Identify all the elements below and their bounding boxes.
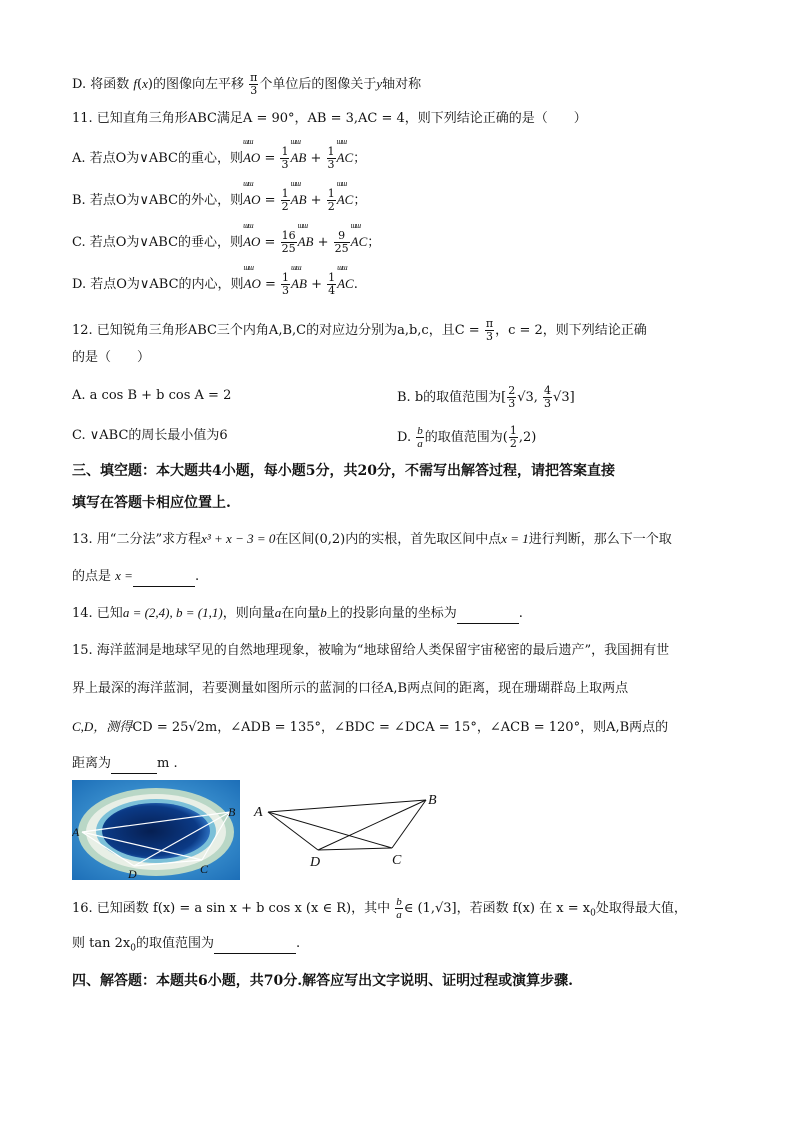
section-4-heading: 四、解答题：本题共6小题，共70分.解答应写出文字说明、证明过程或演算步骤. — [72, 973, 573, 989]
q11-option-b: B. 若点O为∨ABC的外心，则 ɯɯ AO = $\frac{1}{2}$ ɯɯ AB + $\frac{1}{2}$ ɯɯ AC； — [72, 179, 367, 213]
label-b: B — [428, 793, 437, 808]
q12-option-d: D. $\frac{b}{a}$ 的取值范围为( $\frac{1}{2}$ ,2) — [397, 424, 537, 450]
answer-blank[interactable] — [133, 568, 195, 587]
q11-stem: 11. 已知直角三角形ABC满足A = 90°，AB = 3,AC = 4，则下列结论正确的是（ ） — [72, 111, 587, 126]
fraction: $\frac{\pi}{3}$ — [250, 71, 258, 97]
q13-line2: 的点是 x = . — [72, 567, 199, 587]
q15-line3: C,D，测得CD = 25√2m，∠ADB = 135°，∠BDC = ∠DCA = 15°，∠ACB = 120°，则A,B两点的 — [72, 719, 669, 735]
q15-line2: 界上最深的海洋蓝洞，若要测量如图所示的蓝洞的口径A,B两点间的距离，现在珊瑚群岛上取两点 — [72, 681, 629, 696]
label-d: D — [310, 855, 321, 870]
q12-stem: 12. 已知锐角三角形ABC三个内角A,B,C的对应边分别为a,b,c，且C = $\frac{\pi}{3}$ ，c = 2，则下列结论正确 — [72, 317, 647, 343]
segment-bc — [392, 800, 426, 848]
label-a: A — [254, 805, 263, 820]
q15-line1: 15. 海洋蓝洞是地球罕见的自然地理现象，被喻为“地球留给人类保留宇宙秘密的最后遗产”，我国拥有世 — [72, 643, 670, 658]
photo-label-d: D — [128, 867, 137, 880]
q12-option-b: B. b的取值范围为[ $\frac{2}{3}$ √3, $\frac{4}{3}$ √3] — [397, 384, 575, 410]
q16-line2: 则 $\tan 2x_0$的取值范围为 . — [72, 936, 301, 954]
segment-dc — [318, 848, 392, 850]
q11-option-a: A. 若点O为∨ABC的重心，则 ɯɯ AO = $\frac{1}{3}$ ɯɯ AB + $\frac{1}{3}$ ɯɯ AC； — [72, 137, 367, 171]
label-c: C — [392, 853, 402, 868]
q11-option-c: C. 若点O为∨ABC的垂心，则 ɯɯ AO = $\frac{16}{25}$ ɯɯ AB + $\frac{9}{25}$ ɯɯ AC； — [72, 221, 381, 255]
blue-hole-photo — [72, 780, 240, 880]
q13-line1: 13. 用“二分法”求方程x³ + x − 3 = 0在区间(0,2)内的实根，首先取区间中点x = 1进行判断，那么下一个取 — [72, 531, 672, 547]
segment-ab — [268, 800, 426, 812]
photo-label-b: B — [228, 805, 236, 819]
segment-ac — [268, 812, 392, 848]
answer-blank[interactable] — [111, 755, 157, 774]
q12-option-a: A. a cos B + b cos A = 2 — [72, 388, 232, 403]
q11-option-d: D. 若点O为∨ABC的内心，则 ɯɯ AO = $\frac{1}{3}$ ɯɯ AB + $\frac{1}{4}$ ɯɯ AC. — [72, 263, 358, 297]
geometry-diagram — [252, 788, 452, 872]
segment-ad — [268, 812, 318, 850]
q14: 14. 已知a = (2,4), b = (1,1)，则向量a在向量b上的投影向量的坐标为 . — [72, 604, 523, 624]
q12-stem-cont: 的是（ ） — [72, 350, 151, 365]
section-3-heading: 三、填空题：本大题共4小题，每小题5分，共20分，不需写出解答过程，请把答案直接 — [72, 463, 615, 479]
q10-option-d: D. 将函数 f(x)的图像向左平移 $\frac{\pi}{3}$ 个单位后的图像关于y轴对称 — [72, 71, 422, 97]
q16-line1: 16. 已知函数 f(x) = a sin x + b cos x (x ∈ R)，其中 $\frac{b}{a}$ ∈ (1,√3]，若函数 f(x) 在 $x = x_0$处取得最大值， — [72, 896, 687, 921]
answer-blank[interactable] — [214, 935, 296, 954]
section-3-heading-cont: 填写在答题卡相应位置上. — [72, 495, 231, 511]
q15-line4: 距离为 m . — [72, 755, 178, 774]
q12-option-c: C. ∨ABC的周长最小值为6 — [72, 428, 228, 443]
photo-label-a: A — [72, 825, 80, 839]
photo-label-c: C — [200, 862, 209, 876]
answer-blank[interactable] — [457, 605, 519, 624]
